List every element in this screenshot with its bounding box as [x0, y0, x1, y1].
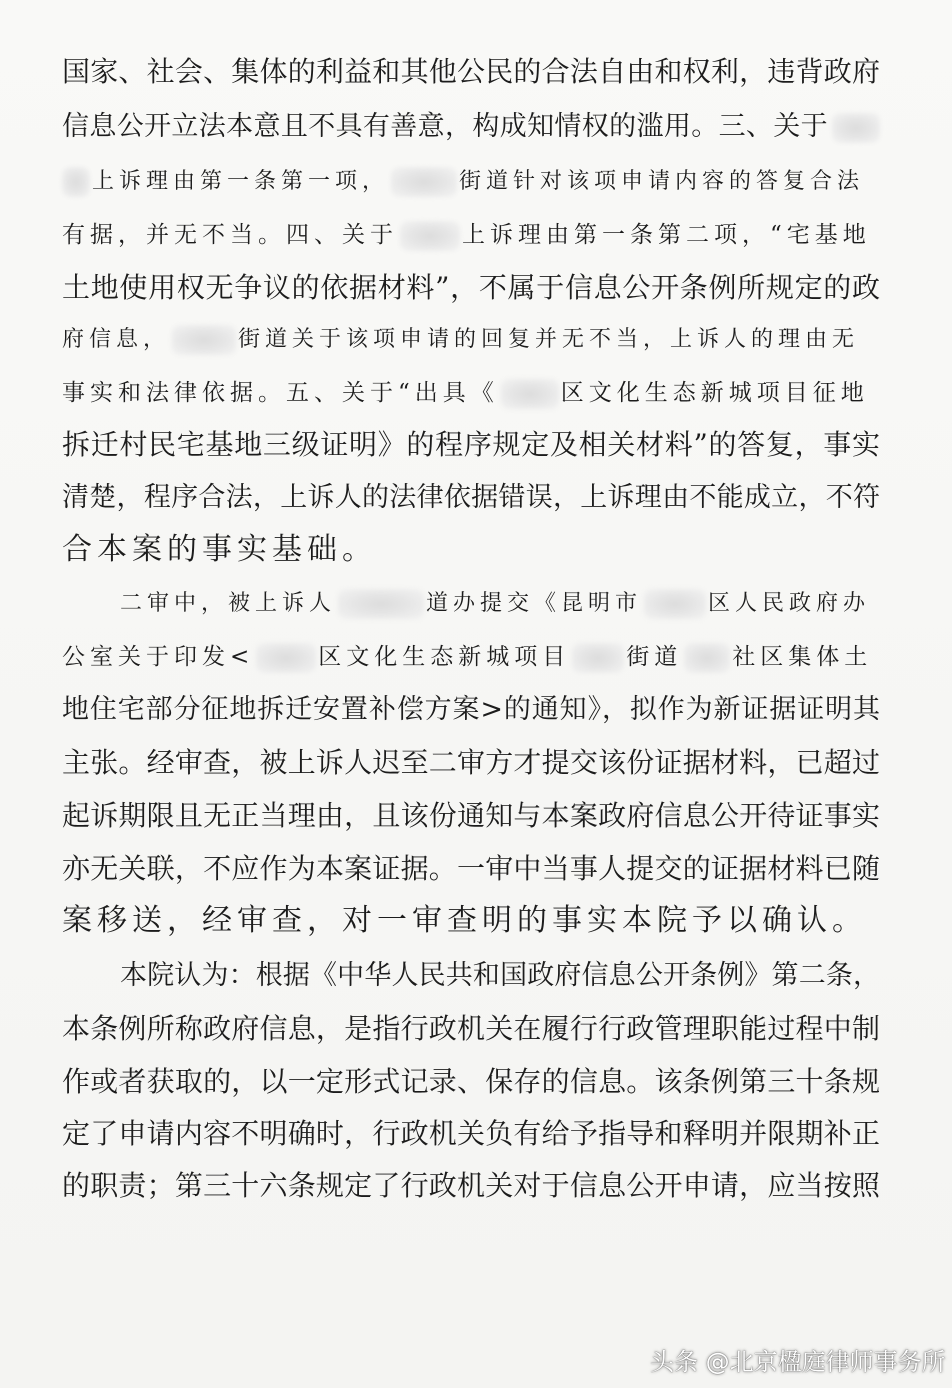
text-segment: 上诉理由第一条第一项， [92, 169, 390, 194]
text-line [62, 268, 880, 308]
text-segment: 定了申请内容不明确时，行政机关负有给予指导和释明并限期补正 [62, 1117, 880, 1150]
text-line [62, 1166, 880, 1206]
text-segment: 地住宅部分征地拆迁安置补偿方案>的通知》，拟作为新证据证明其 [62, 694, 880, 725]
text-line [62, 690, 880, 730]
text-segment: 本院认为：根据《中华人民共和国政府信息公开条例》第二条， [120, 960, 880, 991]
text-segment: 街道 [626, 644, 683, 670]
text-line [62, 1009, 880, 1049]
redaction-blur [400, 221, 460, 251]
text-segment: 事实和法律依据。五、关于“出具《 [62, 380, 499, 406]
text-segment: 清楚，程序合法，上诉人的法律依据错误，上诉理由不能成立，不符 [62, 482, 880, 513]
text-segment: 起诉期限且无正当理由，且该份通知与本案政府信息公开待证事实 [62, 799, 880, 832]
text-segment: 街道关于该项申请的回复并无不当，上诉人的理由无 [238, 327, 860, 352]
text-segment: 二审中，被上诉人 [120, 591, 337, 616]
text-line [62, 215, 880, 255]
redaction-blur [256, 643, 316, 673]
text-segment: 街道针对该项申请内容的答复合法 [459, 169, 865, 194]
text-segment: 区文化生态新城项目征地 [560, 380, 869, 406]
text-segment: 府信息， [62, 327, 171, 352]
redaction-blur [62, 167, 90, 197]
text-segment: 作或者获取的，以一定形式记录、保存的信息。该条例第三十条规 [62, 1065, 880, 1098]
text-segment: 信息公开立法本意且不具有善意，构成知情权的滥用。三、关于 [62, 111, 828, 142]
text-line [62, 107, 880, 147]
text-line [62, 373, 880, 413]
text-line [62, 52, 880, 92]
text-segment: 合本案的事实基础。 [62, 532, 377, 567]
text-line [62, 849, 880, 889]
redaction-blur [172, 325, 236, 355]
text-line [62, 743, 880, 783]
text-segment: 案移送，经审查，对一审查明的事实本院予以确认。 [62, 903, 867, 938]
text-line [62, 320, 880, 360]
text-segment: 的职责；第三十六条规定了行政机关对于信息公开申请，应当按照 [62, 1169, 880, 1202]
text-line [62, 162, 880, 202]
text-segment: 社区集体土 [732, 644, 873, 670]
text-segment: 公室关于印发< [62, 644, 255, 670]
text-segment: 区文化生态新城项目 [318, 644, 571, 670]
text-line [62, 1114, 880, 1154]
text-segment: 区人民政府办 [708, 591, 871, 616]
redaction-blur [644, 589, 706, 619]
text-segment: 有据，并无不当。四、关于 [62, 222, 398, 248]
text-line [62, 637, 880, 677]
watermark: 头条 @北京楹庭律师事务所 [650, 1348, 946, 1376]
text-line [62, 796, 880, 836]
text-line [62, 478, 880, 518]
redaction-blur [684, 643, 730, 673]
redaction-blur [501, 379, 559, 409]
redaction-blur [338, 589, 424, 619]
text-line [62, 901, 880, 941]
text-line [62, 530, 880, 570]
text-segment: 主张。经审查，被上诉人迟至二审方才提交该份证据材料，已超过 [62, 746, 880, 779]
text-segment: 亦无关联，不应作为本案证据。一审中当事人提交的证据材料已随 [62, 852, 880, 885]
text-segment: 本条例所称政府信息，是指行政机关在履行行政管理职能过程中制 [62, 1012, 880, 1045]
redaction-blur [391, 167, 457, 197]
text-line [62, 956, 880, 996]
text-segment: 拆迁村民宅基地三级证明》的程序规定及相关材料”的答复，事实 [62, 428, 880, 461]
text-segment: 道办提交《昆明市 [426, 591, 643, 616]
redaction-blur [832, 113, 880, 143]
text-segment: 国家、社会、集体的利益和其他公民的合法自由和权利，违背政府 [62, 55, 880, 88]
redaction-blur [572, 643, 624, 673]
text-line [62, 425, 880, 465]
text-line [62, 1062, 880, 1102]
text-segment: 土地使用权无争议的依据材料”，不属于信息公开条例所规定的政 [62, 271, 880, 304]
text-line [62, 584, 880, 624]
text-segment: 上诉理由第一条第二项，“宅基地 [462, 222, 871, 248]
